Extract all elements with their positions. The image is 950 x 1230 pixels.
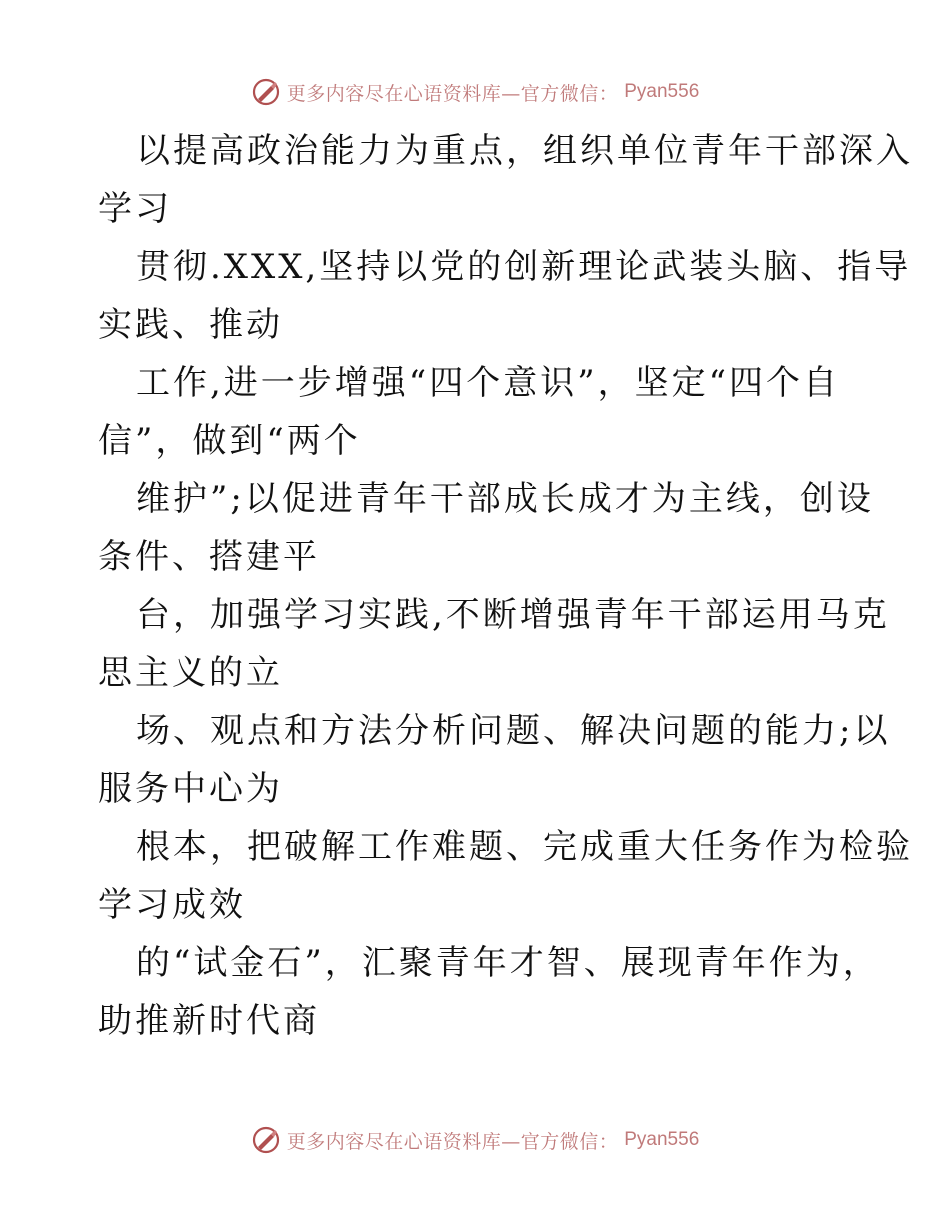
text-line: 维护”;以促进青年干部成长成才为主线，创设 (136, 479, 874, 519)
text-line: 条件、搭建平 (98, 537, 320, 577)
text-line: 信”，做到“两个 (98, 421, 361, 461)
text-line: 场、观点和方法分析问题、解决问题的能力;以 (136, 711, 891, 751)
header-watermark (0, 72, 950, 112)
text-line: 贯彻.XXX,坚持以党的创新理论武装头脑、指导 (136, 247, 912, 287)
watermark-wechat-id: Pyan556 (624, 81, 700, 102)
text-line: 的“试金石”，汇聚青年才智、展现青年作为， (136, 943, 880, 983)
text-line: 台，加强学习实践,不断增强青年干部运用马克 (136, 595, 890, 635)
quill-pen-seal-icon (251, 1125, 281, 1155)
text-line: 以提高政治能力为重点，组织单位青年干部深入 (136, 131, 913, 171)
footer-watermark (0, 1120, 950, 1160)
text-line: 根本，把破解工作难题、完成重大任务作为检验 (136, 827, 913, 867)
text-line: 服务中心为 (98, 769, 283, 809)
text-line: 实践、推动 (98, 305, 283, 345)
text-line: 思主义的立 (98, 653, 283, 693)
quill-pen-seal-icon (251, 77, 281, 107)
watermark-text: 更多内容尽在心语资料库—官方微信： (286, 1130, 619, 1153)
watermark-wechat-id: Pyan556 (624, 1129, 700, 1150)
text-line: 学习成效 (98, 885, 246, 925)
document-body (98, 122, 913, 1050)
text-line: 助推新时代商 (98, 1001, 320, 1041)
text-line: 工作,进一步增强“四个意识”，坚定“四个自 (136, 363, 840, 403)
watermark-text: 更多内容尽在心语资料库—官方微信： (286, 82, 619, 105)
text-line: 学习 (98, 189, 172, 229)
